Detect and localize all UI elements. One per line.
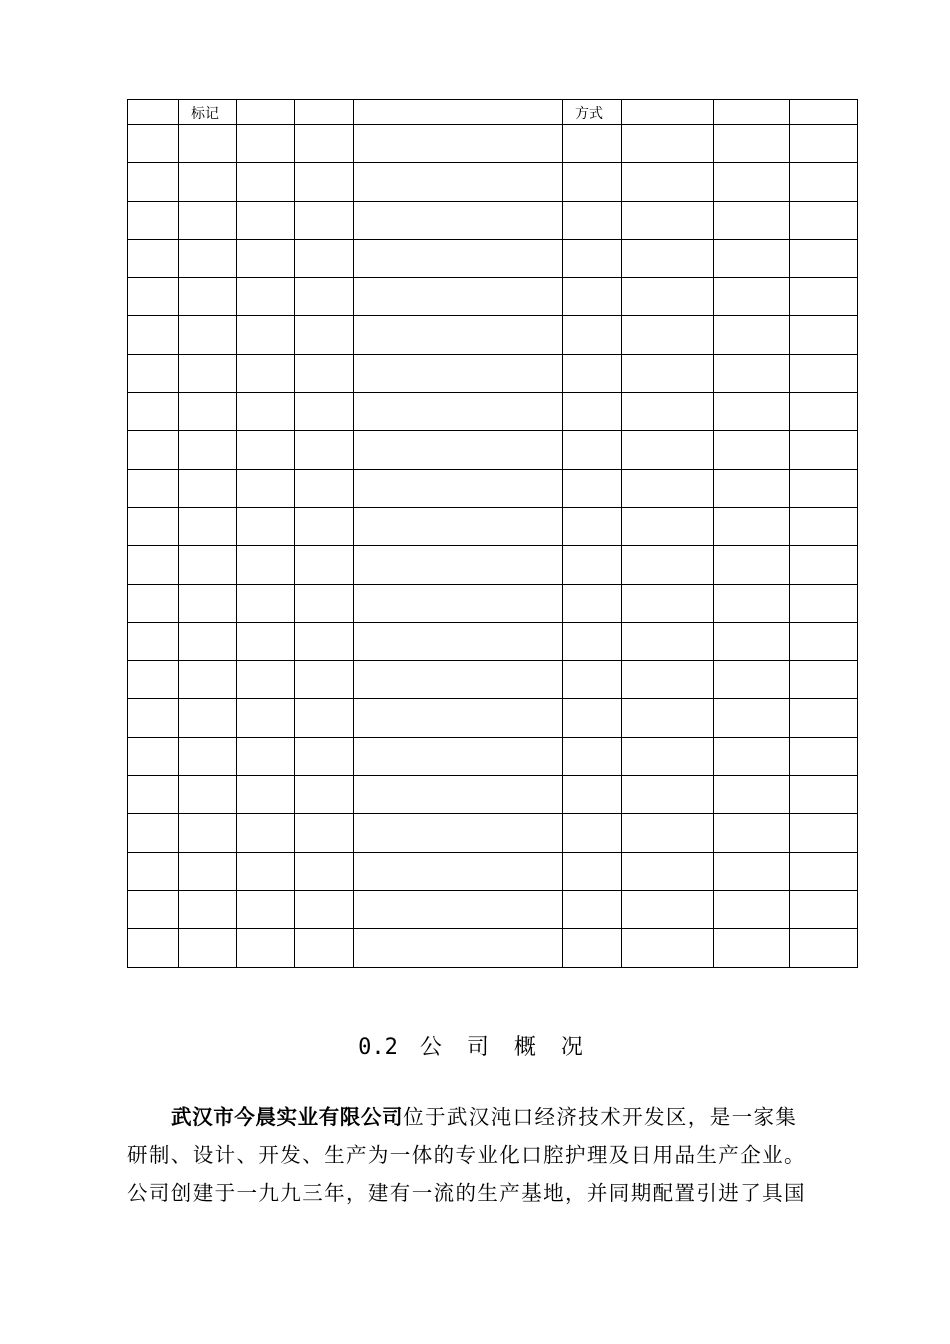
- table-cell: [790, 737, 858, 775]
- table-cell: [354, 201, 563, 239]
- header-cell: [714, 100, 790, 125]
- table-cell: [128, 507, 179, 545]
- table-cell: [237, 852, 295, 890]
- table-cell: [714, 431, 790, 469]
- table-cell: [790, 469, 858, 507]
- table-cell: [790, 699, 858, 737]
- table-cell: [563, 507, 622, 545]
- table-cell: [179, 852, 237, 890]
- table-cell: [622, 316, 714, 354]
- table-cell: [714, 125, 790, 163]
- table-cell: [563, 239, 622, 277]
- section-title: 公 司 概 况: [419, 1035, 592, 1060]
- paragraph-text: 位于武汉沌口经济技术开发区，是一家集: [403, 1105, 798, 1129]
- table-cell: [237, 546, 295, 584]
- table-cell: [563, 546, 622, 584]
- table-cell: [354, 431, 563, 469]
- table-cell: [790, 776, 858, 814]
- table-cell: [179, 584, 237, 622]
- table-cell: [790, 239, 858, 277]
- table-cell: [354, 890, 563, 928]
- table-cell: [714, 776, 790, 814]
- table-cell: [714, 163, 790, 201]
- table-cell: [563, 201, 622, 239]
- table-cell: [128, 622, 179, 660]
- table-cell: [354, 737, 563, 775]
- table-cell: [563, 852, 622, 890]
- table-cell: [237, 125, 295, 163]
- table-cell: [354, 814, 563, 852]
- table-cell: [128, 239, 179, 277]
- table-row: [128, 278, 858, 316]
- table-cell: [295, 929, 354, 967]
- table-cell: [179, 622, 237, 660]
- table-cell: [128, 546, 179, 584]
- table-cell: [128, 661, 179, 699]
- table-cell: [295, 354, 354, 392]
- table-row: [128, 661, 858, 699]
- table-cell: [179, 316, 237, 354]
- table-cell: [237, 776, 295, 814]
- table-cell: [563, 354, 622, 392]
- header-cell-mark: [179, 100, 237, 125]
- table-row: [128, 507, 858, 545]
- table-cell: [714, 469, 790, 507]
- table-cell: [237, 278, 295, 316]
- table-cell: [622, 354, 714, 392]
- table-cell: [128, 316, 179, 354]
- table-cell: [295, 201, 354, 239]
- table-cell: [563, 776, 622, 814]
- table-cell: [790, 201, 858, 239]
- table-row: [128, 929, 858, 967]
- table-cell: [563, 929, 622, 967]
- table-cell: [179, 125, 237, 163]
- table-cell: [714, 852, 790, 890]
- table-cell: [790, 393, 858, 431]
- table-cell: [179, 201, 237, 239]
- table-cell: [714, 661, 790, 699]
- table-row: [128, 316, 858, 354]
- table-cell: [295, 239, 354, 277]
- table-cell: [714, 239, 790, 277]
- table-cell: [622, 469, 714, 507]
- table-row: [128, 699, 858, 737]
- table-cell: [237, 661, 295, 699]
- table-cell: [563, 699, 622, 737]
- table-cell: [714, 507, 790, 545]
- table-cell: [714, 278, 790, 316]
- section-number: 0.2: [358, 1035, 398, 1060]
- paragraph-line-3: 公司创建于一九九三年，建有一流的生产基地，并同期配置引进了具国: [127, 1181, 806, 1205]
- table-cell: [563, 737, 622, 775]
- table-cell: [128, 201, 179, 239]
- company-name: 武汉市今晨实业有限公司: [171, 1105, 404, 1129]
- table-cell: [237, 469, 295, 507]
- table-cell: [622, 776, 714, 814]
- table-cell: [714, 737, 790, 775]
- table-row: [128, 622, 858, 660]
- table-cell: [128, 699, 179, 737]
- table-cell: [295, 890, 354, 928]
- table-cell: [790, 354, 858, 392]
- table-cell: [179, 431, 237, 469]
- table-cell: [237, 584, 295, 622]
- header-cell: [354, 100, 563, 125]
- table-cell: [237, 163, 295, 201]
- table-cell: [622, 546, 714, 584]
- table-cell: [179, 737, 237, 775]
- table-cell: [714, 201, 790, 239]
- table-cell: [128, 125, 179, 163]
- header-cell: [237, 100, 295, 125]
- table-cell: [354, 393, 563, 431]
- table-cell: [237, 622, 295, 660]
- table-cell: [295, 316, 354, 354]
- table-cell: [295, 431, 354, 469]
- table-row: [128, 469, 858, 507]
- table-row: [128, 737, 858, 775]
- table-cell: [714, 584, 790, 622]
- table-cell: [295, 546, 354, 584]
- table-cell: [354, 929, 563, 967]
- table-cell: [179, 814, 237, 852]
- table-cell: [128, 469, 179, 507]
- table-cell: [179, 699, 237, 737]
- record-table: [127, 99, 858, 968]
- table-cell: [179, 278, 237, 316]
- table-cell: [237, 354, 295, 392]
- table-cell: [622, 699, 714, 737]
- table-cell: [714, 814, 790, 852]
- table-cell: [714, 546, 790, 584]
- table-cell: [354, 354, 563, 392]
- table-cell: [295, 125, 354, 163]
- table-cell: [622, 929, 714, 967]
- table-cell: [622, 125, 714, 163]
- table-row: [128, 125, 858, 163]
- table-row: [128, 776, 858, 814]
- table-row: [128, 163, 858, 201]
- table-cell: [237, 890, 295, 928]
- table-cell: [237, 507, 295, 545]
- table-cell: [128, 278, 179, 316]
- table-cell: [622, 814, 714, 852]
- table-cell: [295, 163, 354, 201]
- table-cell: [295, 852, 354, 890]
- table-cell: [790, 814, 858, 852]
- table-cell: [790, 890, 858, 928]
- table-cell: [179, 890, 237, 928]
- table-cell: [295, 814, 354, 852]
- header-cell: [295, 100, 354, 125]
- table-cell: [237, 316, 295, 354]
- table-cell: [295, 584, 354, 622]
- section-heading: [0, 1030, 950, 1061]
- table-row: [128, 584, 858, 622]
- table-cell: [295, 507, 354, 545]
- table-cell: [179, 929, 237, 967]
- table-row: [128, 890, 858, 928]
- table-cell: [295, 699, 354, 737]
- table-cell: [295, 278, 354, 316]
- table-cell: [237, 699, 295, 737]
- table-cell: [790, 316, 858, 354]
- table-cell: [790, 278, 858, 316]
- table-cell: [714, 699, 790, 737]
- table-cell: [354, 546, 563, 584]
- table-cell: [354, 584, 563, 622]
- table-cell: [237, 239, 295, 277]
- table-cell: [295, 661, 354, 699]
- table-cell: [179, 776, 237, 814]
- table-cell: [563, 622, 622, 660]
- table-header-row: [128, 100, 858, 125]
- table-cell: [128, 163, 179, 201]
- table-cell: [563, 814, 622, 852]
- table-cell: [354, 316, 563, 354]
- table-cell: [714, 316, 790, 354]
- table-cell: [128, 393, 179, 431]
- table-cell: [237, 737, 295, 775]
- table-cell: [563, 890, 622, 928]
- table-cell: [563, 469, 622, 507]
- table-cell: [237, 201, 295, 239]
- table-cell: [295, 737, 354, 775]
- table-cell: [622, 584, 714, 622]
- table-cell: [622, 890, 714, 928]
- table-row: [128, 431, 858, 469]
- paragraph-line-2: 研制、设计、开发、生产为一体的专业化口腔护理及日用品生产企业。: [127, 1143, 806, 1167]
- table-cell: [563, 163, 622, 201]
- table-cell: [563, 584, 622, 622]
- table-cell: [790, 163, 858, 201]
- table-cell: [622, 507, 714, 545]
- table-cell: [354, 239, 563, 277]
- table-cell: [622, 239, 714, 277]
- table-row: [128, 239, 858, 277]
- table-cell: [563, 661, 622, 699]
- table-cell: [790, 852, 858, 890]
- table-cell: [563, 278, 622, 316]
- table-row: [128, 852, 858, 890]
- table-cell: [179, 469, 237, 507]
- table-cell: [563, 316, 622, 354]
- paragraph-line-1: [127, 1098, 827, 1136]
- table-cell: [622, 622, 714, 660]
- table-cell: [563, 431, 622, 469]
- header-cell: [790, 100, 858, 125]
- header-cell-method: [563, 100, 622, 125]
- table-cell: [714, 929, 790, 967]
- table-cell: [237, 393, 295, 431]
- table-cell: [128, 354, 179, 392]
- table-cell: [790, 584, 858, 622]
- table-cell: [179, 546, 237, 584]
- table-cell: [237, 431, 295, 469]
- table-cell: [179, 163, 237, 201]
- table-cell: [128, 814, 179, 852]
- table-cell: [790, 125, 858, 163]
- table-row: [128, 393, 858, 431]
- table-cell: [128, 890, 179, 928]
- table-row: [128, 201, 858, 239]
- table-cell: [714, 393, 790, 431]
- table-cell: [179, 661, 237, 699]
- table-cell: [622, 737, 714, 775]
- table-cell: [622, 852, 714, 890]
- table-cell: [354, 507, 563, 545]
- table-cell: [128, 929, 179, 967]
- header-cell: [622, 100, 714, 125]
- table-cell: [179, 393, 237, 431]
- table-cell: [622, 393, 714, 431]
- table-cell: [622, 163, 714, 201]
- table-cell: [354, 699, 563, 737]
- table-cell: [622, 661, 714, 699]
- table-cell: [354, 163, 563, 201]
- header-cell: [128, 100, 179, 125]
- table-cell: [714, 354, 790, 392]
- table-cell: [790, 622, 858, 660]
- table-cell: [790, 546, 858, 584]
- table-row: [128, 814, 858, 852]
- table-cell: [179, 507, 237, 545]
- table-cell: [622, 431, 714, 469]
- table-cell: [128, 776, 179, 814]
- table-cell: [295, 622, 354, 660]
- table-cell: [179, 354, 237, 392]
- header-label-method: 方式: [575, 106, 603, 122]
- table-cell: [790, 929, 858, 967]
- table-cell: [237, 929, 295, 967]
- table-cell: [354, 776, 563, 814]
- header-label-mark: 标记: [191, 106, 219, 122]
- table-cell: [354, 469, 563, 507]
- table-row: [128, 354, 858, 392]
- table-cell: [622, 201, 714, 239]
- table-cell: [563, 125, 622, 163]
- table-cell: [128, 852, 179, 890]
- table-cell: [295, 393, 354, 431]
- table-cell: [354, 852, 563, 890]
- table-cell: [714, 890, 790, 928]
- table-cell: [622, 278, 714, 316]
- table-cell: [354, 622, 563, 660]
- table-row: [128, 546, 858, 584]
- table-cell: [354, 661, 563, 699]
- table-cell: [354, 278, 563, 316]
- table-cell: [237, 814, 295, 852]
- table-cell: [790, 431, 858, 469]
- table-cell: [714, 622, 790, 660]
- table-cell: [563, 393, 622, 431]
- table-cell: [179, 239, 237, 277]
- table-cell: [354, 125, 563, 163]
- table-cell: [295, 469, 354, 507]
- table-cell: [790, 661, 858, 699]
- company-overview-paragraph: [127, 1098, 827, 1212]
- table-cell: [128, 431, 179, 469]
- table-cell: [790, 507, 858, 545]
- table-cell: [128, 737, 179, 775]
- table-cell: [128, 584, 179, 622]
- table-cell: [295, 776, 354, 814]
